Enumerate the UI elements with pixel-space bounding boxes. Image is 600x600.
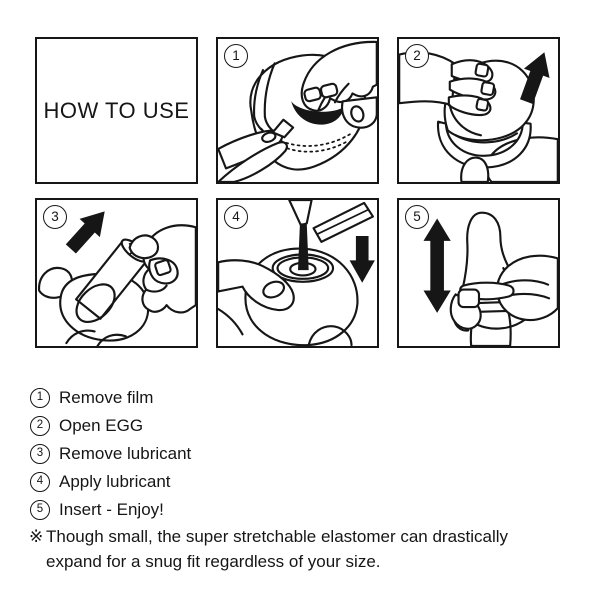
step-3-badge: 3 bbox=[43, 205, 67, 229]
sachet-spout bbox=[289, 200, 311, 225]
panel-step-4 bbox=[216, 198, 379, 348]
footnote-line-2: expand for a snug fit regardless of your size. bbox=[46, 552, 381, 571]
panel-step-5 bbox=[397, 198, 560, 348]
step-label: Apply lubricant bbox=[59, 472, 171, 491]
finger bbox=[130, 235, 158, 258]
arrow-down-icon bbox=[350, 236, 375, 283]
arrow-up-right-icon bbox=[61, 202, 115, 258]
step-item bbox=[30, 468, 191, 496]
reference-mark: ※ bbox=[29, 527, 44, 546]
how-to-use-title: HOW TO USE bbox=[43, 97, 190, 123]
forearm bbox=[218, 309, 242, 334]
panel-step-3 bbox=[35, 198, 198, 348]
arrow-up-down-icon bbox=[424, 218, 451, 312]
footnote bbox=[29, 524, 589, 574]
panel-step-2 bbox=[397, 37, 560, 184]
step-2-badge: 2 bbox=[405, 44, 429, 68]
step-label: Open EGG bbox=[59, 416, 144, 435]
step-item bbox=[30, 440, 191, 468]
step-number-badge: 4 bbox=[30, 472, 50, 492]
step-number-badge: 3 bbox=[30, 444, 50, 464]
panel-step-1 bbox=[216, 37, 379, 184]
step-item bbox=[30, 384, 191, 412]
step-number-badge: 1 bbox=[30, 388, 50, 408]
thumbnail bbox=[459, 290, 479, 308]
fingernail bbox=[320, 83, 338, 98]
step-label: Remove film bbox=[59, 388, 154, 407]
step-1-badge: 1 bbox=[224, 44, 248, 68]
step-number-badge: 2 bbox=[30, 416, 50, 436]
step-number-badge: 5 bbox=[30, 500, 50, 520]
fingernail bbox=[304, 87, 322, 102]
step-5-badge: 5 bbox=[405, 205, 429, 229]
how-to-use-panel bbox=[35, 37, 198, 184]
footnote-line-1: Though small, the super stretchable elastomer can drastically bbox=[46, 527, 509, 546]
step-label: Remove lubricant bbox=[59, 444, 192, 463]
step-item bbox=[30, 496, 191, 524]
step-4-badge: 4 bbox=[224, 205, 248, 229]
step-label: Insert - Enjoy! bbox=[59, 500, 164, 519]
step-item bbox=[30, 412, 191, 440]
steps-list bbox=[30, 384, 191, 524]
